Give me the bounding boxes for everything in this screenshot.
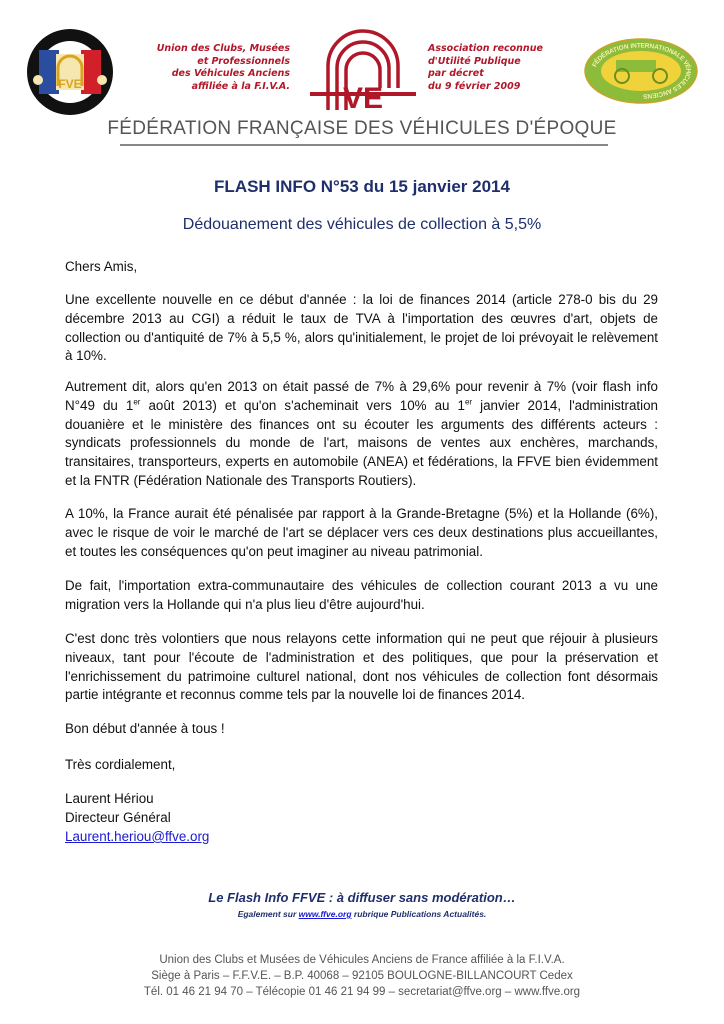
document-subtitle: Dédouanement des véhicules de collection à 5,5% <box>182 216 542 233</box>
flash-tagline: Le Flash Info FFVE : à diffuser sans modération… <box>208 890 516 905</box>
signer-email-link[interactable]: Laurent.heriou@ffve.org <box>65 829 210 844</box>
greeting: Chers Amis, <box>65 259 138 274</box>
header-left-line: des Véhicules Anciens <box>171 68 290 79</box>
header-right-line: Association reconnue <box>428 43 543 54</box>
header-right-line: d'Utilité Publique <box>428 55 521 67</box>
svg-text:FVE: FVE <box>58 77 82 91</box>
paragraph-3: A 10%, la France aurait été pénalisée par rapport à la Grande-Bretagne (5%) et la Hollande (6%), avec le risque de voir le marché de l'art se déplacer vers ces deux destinations plus accueillantes, et toutes les conséquences qu'on peut imaginer au niveau patrimonial. <box>65 506 658 559</box>
header-right-line: par décret <box>428 68 484 79</box>
federation-title: FÉDÉRATION FRANÇAISE DES VÉHICULES D'ÉPOQUE <box>107 118 617 139</box>
superscript: er <box>133 397 141 407</box>
header-divider <box>120 144 608 146</box>
fiva-logo-ring-text: FÉDÉRATION INTERNATIONALE VÉHICULES ANCIENS <box>591 42 692 100</box>
paragraph-2 <box>65 378 658 491</box>
header-left-line: et Professionnels <box>197 55 290 67</box>
wishes: Bon début d'année à tous ! <box>65 721 225 736</box>
ffve-center-logo <box>310 26 416 112</box>
flash-also-suffix: rubrique Publications Actualités. <box>351 909 487 919</box>
footer-line: Siège à Paris – F.F.V.E. – B.P. 40068 – 92105 BOULOGNE-BILLANCOURT Cedex <box>151 970 573 982</box>
paragraph-2-part: Autrement dit, alors qu'en 2013 on était passé de 7% à 29,6% pour revenir à 7% (voir flash info N°49 du 1 <box>65 379 658 413</box>
paragraph-4: De fait, l'importation extra-communautaire des véhicules de collection courant 2013 a vu une migration vers la Hollande qui n'a plus lieu d'être aujourd'hui. <box>65 578 658 612</box>
paragraph-2-part: août 2013) et qu'on s'acheminait vers 10% au 1 <box>140 397 465 413</box>
header-left-text <box>150 43 290 93</box>
closing: Très cordialement, <box>65 757 176 772</box>
ffve-website-link[interactable]: www.ffve.org <box>298 909 352 919</box>
paragraph-5: C'est donc très volontiers que nous relayons cette information qui ne peut que réjouir à plusieurs niveaux, tant pour l'écoute de l'administration et des politiques, que pour la préservation et l'enrichissement du patrimoine culturel national, dont nos véhicules de collection font désormais partie intégrante et reconnus comme tels par la nouvelle loi de finances 2014. <box>65 631 658 703</box>
paragraph-1: Une excellente nouvelle en ce début d'année : la loi de finances 2014 (article 278-0 bis du 29 décembre 2013 au CGI) a réduit le taux de TVA à l'importation des œuvres d'art, objets de collection ou d'antiquité de 7% à 5,5 %, alors qu'initialement, le projet de loi prévoyait le relèvement à 10%. <box>65 292 658 364</box>
svg-text:VE: VE <box>342 82 384 112</box>
signer-title: Directeur Général <box>65 810 171 825</box>
header-left-line: affiliée à la F.I.V.A. <box>191 80 290 92</box>
signer-name: Laurent Hériou <box>65 791 154 806</box>
document-title: FLASH INFO N°53 du 15 janvier 2014 <box>214 177 510 196</box>
header-left-line: Union des Clubs, Musées <box>156 43 290 54</box>
superscript: er <box>464 397 473 407</box>
footer <box>0 952 724 1000</box>
flash-also <box>0 909 724 919</box>
fiva-logo <box>584 38 698 104</box>
flash-also-prefix: Egalement sur <box>237 909 299 919</box>
ffve-seal-logo <box>26 28 114 116</box>
footer-line: Union des Clubs et Musées de Véhicules Anciens de France affiliée à la F.I.V.A. <box>159 954 565 966</box>
header-right-line: du 9 février 2009 <box>428 80 521 92</box>
header-right-text <box>428 43 578 93</box>
footer-line: Tél. 01 46 21 94 70 – Télécopie 01 46 21 94 99 – secretariat@ffve.org – www.ffve.org <box>143 986 581 998</box>
paragraph-2-part: janvier 2014, l'administration douanière et le ministère des finances ont su écouter les arguments des différents acteurs : syndicats professionnels du monde de l'art, maisons de ventes aux enchères, marchands, transitaires, transporteurs, experts en automobile (ANEA) et fédérations, la FFVE bien évidemment et la FNTR (Fédération Nationale des Transports Routiers). <box>65 397 658 488</box>
